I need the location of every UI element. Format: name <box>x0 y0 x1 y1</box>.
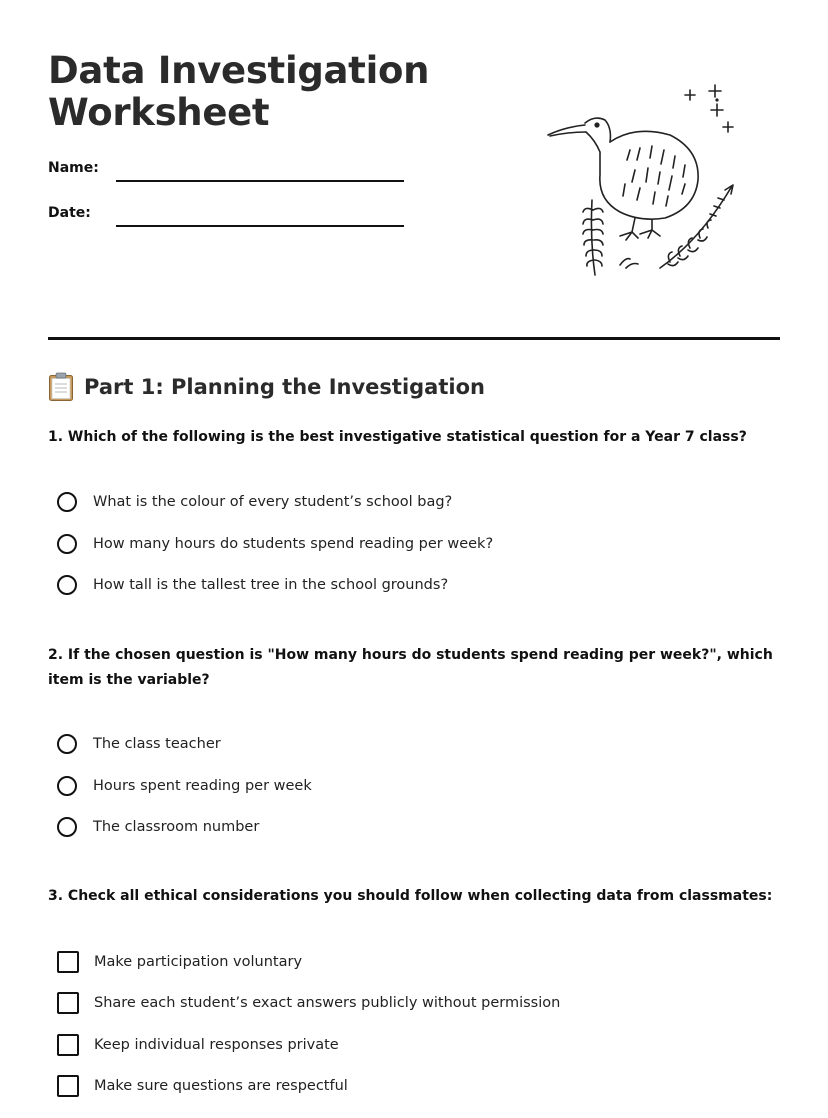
part-1-heading-text: Part 1: Planning the Investigation <box>84 375 485 399</box>
q3-option-3-label: Keep individual responses private <box>94 1037 339 1053</box>
q2-option-3-radio[interactable] <box>57 817 77 837</box>
q1-option-2-radio[interactable] <box>57 534 77 554</box>
q3-option-4-checkbox[interactable] <box>57 1075 79 1097</box>
question-3: 3. Check all ethical considerations you should follow when collecting data from classmates: <box>48 888 773 904</box>
q2-option-1-label: The class teacher <box>93 736 221 752</box>
date-label: Date: <box>48 205 91 221</box>
q3-option-1[interactable] <box>57 951 302 973</box>
q2-option-3[interactable] <box>57 817 259 837</box>
clipboard-icon <box>48 372 74 402</box>
question-2: 2. If the chosen question is "How many hours do students spend reading per week?", which item is the variable? <box>48 647 773 688</box>
date-field-line[interactable] <box>116 225 404 227</box>
q2-option-1-radio[interactable] <box>57 734 77 754</box>
worksheet-title <box>48 50 429 134</box>
q3-option-1-checkbox[interactable] <box>57 951 79 973</box>
q2-option-3-label: The classroom number <box>93 819 260 835</box>
kiwi-bird-illustration <box>540 80 740 280</box>
title-line-1: Data Investigation <box>48 49 430 92</box>
q3-option-3[interactable] <box>57 1034 339 1056</box>
q3-option-3-checkbox[interactable] <box>57 1034 79 1056</box>
q2-option-2[interactable] <box>57 776 312 796</box>
q3-option-1-label: Make participation voluntary <box>94 954 303 970</box>
header-divider <box>48 337 780 340</box>
q3-option-2[interactable] <box>57 992 560 1014</box>
q3-option-2-label: Share each student’s exact answers publicly without permission <box>94 995 561 1011</box>
question-1: 1. Which of the following is the best investigative statistical question for a Year 7 class? <box>48 429 747 445</box>
part-1-heading <box>48 372 485 402</box>
q1-option-1-radio[interactable] <box>57 492 77 512</box>
q1-option-2[interactable] <box>57 534 493 554</box>
q2-option-2-radio[interactable] <box>57 776 77 796</box>
q2-option-1[interactable] <box>57 734 221 754</box>
q1-option-3[interactable] <box>57 575 448 595</box>
q2-option-2-label: Hours spent reading per week <box>93 778 312 794</box>
q3-option-4[interactable] <box>57 1075 348 1097</box>
title-line-2: Worksheet <box>48 91 270 134</box>
q1-option-1[interactable] <box>57 492 452 512</box>
q1-option-3-label: How tall is the tallest tree in the school grounds? <box>93 577 449 593</box>
q1-option-2-label: How many hours do students spend reading per week? <box>93 536 494 552</box>
name-label: Name: <box>48 160 99 176</box>
q3-option-2-checkbox[interactable] <box>57 992 79 1014</box>
name-field-line[interactable] <box>116 180 404 182</box>
q1-option-3-radio[interactable] <box>57 575 77 595</box>
q1-option-1-label: What is the colour of every student’s school bag? <box>93 494 453 510</box>
q3-option-4-label: Make sure questions are respectful <box>94 1078 348 1094</box>
